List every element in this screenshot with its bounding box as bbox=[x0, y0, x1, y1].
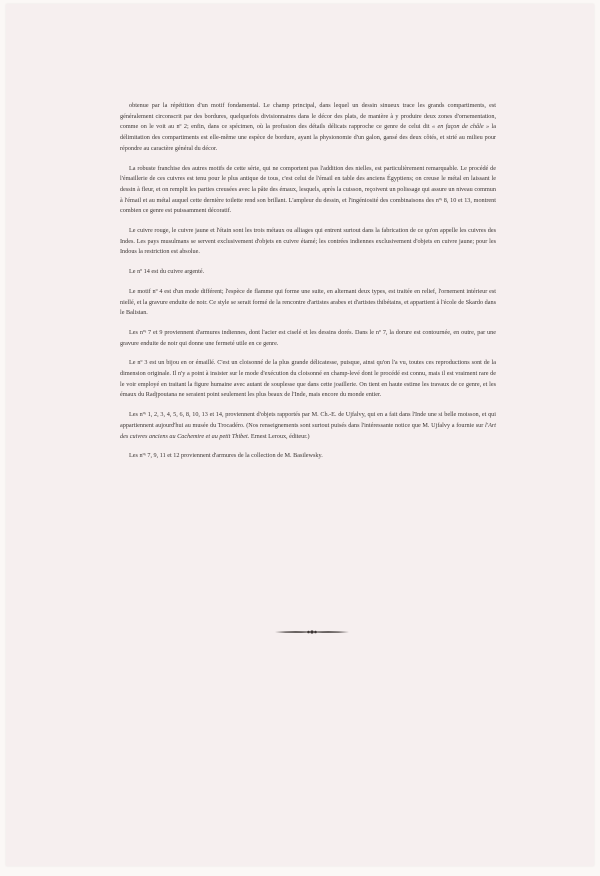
paragraph-9-part-1: Les nºˢ 7, 9, 11 et 12 proviennent d'armures de la collection de M. Basilewsky. bbox=[129, 452, 323, 460]
page bbox=[6, 4, 594, 866]
paragraph-1 bbox=[120, 101, 496, 155]
tailpiece-ornament-icon bbox=[274, 629, 350, 635]
paragraph-5-part-1: Le motif nº 4 est d'un mode différent; l'espèce de flamme qui forme une suite, en alternant deux types, est traitée en relief, l'ornement intérieur est niellé, et la gravure enduite de noir. Ce style se serait formé de la rencontre d'artistes arabes et d'artistes thibétains, et appartient à l'école de Skardo dans le Balistan. bbox=[120, 287, 496, 317]
paragraph-6 bbox=[120, 328, 496, 349]
paragraph-8 bbox=[120, 410, 496, 442]
paragraph-1-part-2: « en façon de châle » bbox=[431, 123, 490, 131]
paragraph-2 bbox=[120, 164, 496, 218]
paragraph-5 bbox=[120, 287, 496, 319]
paragraph-4 bbox=[120, 267, 496, 278]
paragraph-7-part-1: Le nº 3 est un bijou en or émaillé. C'est un cloisonné de la plus grande délicatesse, puisque, ainsi qu'on l'a vu, toutes ces reproductions sont de la dimension originale. Il n'y a point à insister sur le mode d'exécution du cloisonné en champ-levé dont le procédé est connu, mais il est vraiment rare de le voir employé en traitant la figure humaine avec autant de souplesse que dans cette joaillerie. On tient en haute estime les travaux de ce genre, et les émaux du Radjpoutana ne seraient point seulement les plus beaux de l'Inde, mais encore du monde entier. bbox=[120, 359, 496, 399]
paragraph-8-part-1: Les nºˢ 1, 2, 3, 4, 5, 6, 8, 10, 13 et 14, proviennent d'objets rapportés par M. Ch.-E. de Ujfalvy, qui en a fait dans l'Inde une si belle moisson, et qui appartiennent aujourd'hui au musée du Trocadéro. (Nos renseignements sont surtout puisés dans l'intéressante notice que M. Ujfalvy a fournie sur bbox=[120, 411, 496, 429]
paragraph-4-part-1: Le nº 14 est du cuivre argenté. bbox=[129, 268, 205, 276]
paragraph-1-part-1: obtenue par la répétition d'un motif fondamental. Le champ principal, dans lequel un dessin sinueux trace les grands compartiments, est généralement circonscrit par des bordures, quelquefois divisionnaires dans le décor des plats, de manière à y produire deux zones d'ornementation, comme on le voit au nº 2; enfin, dans ce spécimen, où la profusion des détails délicats rapproche ce genre de celui dit bbox=[120, 102, 496, 131]
paragraph-8-part-3: . Ernest Leroux, éditeur.) bbox=[247, 432, 310, 440]
paragraph-7 bbox=[120, 358, 496, 401]
paragraph-9 bbox=[120, 451, 496, 462]
paragraph-2-part-1: La robuste franchise des autres motifs de cette série, qui ne comportent pas l'addition des nielles, est particulièrement remarquable. Le procédé de l'émaillerie de ces cuivres est tenu pour le plus antique de tous, c'est celui de l'émail en table des anciens Égyptiens; on creuse le métal en laissant le dessin à fleur, et on remplit les parties creusées avec la pâte des émaux, lesquels, après la cuisson, reçoivent un polissage qui assure un niveau commun à l'émail et au métal auquel cette dernière toilette rend son brillant. L'ampleur du dessin, et l'ingéniosité des combinaisons des nºˢ 8, 10 et 13, montrent combien ce genre est puissamment décoratif. bbox=[120, 164, 496, 215]
paragraph-3 bbox=[120, 226, 496, 258]
body-text bbox=[120, 101, 496, 471]
paragraph-8-part-2: l'Art des cuivres anciens au Cachemire et au petit Thibet bbox=[120, 421, 496, 440]
paragraph-6-part-1: Les nºˢ 7 et 9 proviennent d'armures indiennes, dont l'acier est ciselé et les dessins dorés. Dans le nº 7, la dorure est contournée, en outre, par une gravure enduite de noir qui donne une fermeté utile en ce genre. bbox=[120, 328, 496, 347]
paragraph-3-part-1: Le cuivre rouge, le cuivre jaune et l'étain sont les trois métaux ou alliages qui entrent surtout dans la fabrication de ce qu'on appelle les cuivres des Indes. Les pays musulmans se servent exclusivement d'objets en cuivre étamé; les contrées indiennes exclusivement d'objets en cuivre jaune; pour les Indous la restriction est absolue. bbox=[120, 227, 496, 256]
paragraph-1-part-3: la délimitation des compartiments est elle-même une espèce de bordure, ayant la physionomie d'un galon, gansé des deux côtés, et strié au milieu pour répondre au caractère général du décor. bbox=[120, 123, 496, 152]
